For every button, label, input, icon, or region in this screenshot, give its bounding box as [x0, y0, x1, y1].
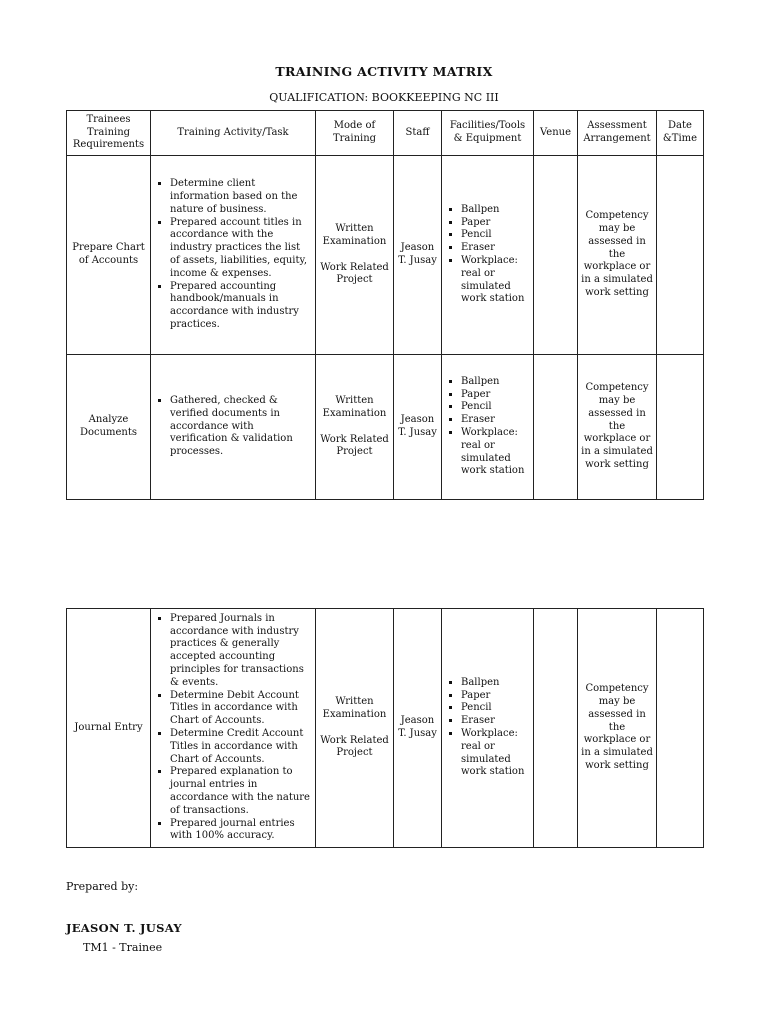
- task-item: ▪ Prepared journal entries with 100% accuracy.: [170, 818, 312, 844]
- header-mode: Mode of Training: [316, 111, 394, 156]
- staff-cell: Jeason T. Jusay: [394, 355, 442, 500]
- tasks-cell: [151, 156, 316, 355]
- header-facilities: Facilities/Tools & Equipment: [442, 111, 534, 156]
- task-item: ▪ Prepared account titles in accordance with the industry practices the list of assets, liabilities, equity, income & expenses.: [170, 217, 312, 281]
- tasks-list: [154, 613, 312, 843]
- header-staff: Staff: [394, 111, 442, 156]
- header-requirements: Trainees Training Requirements: [67, 111, 151, 156]
- assessment-cell: Competency may be assessed in the workplace or in a simulated work setting: [578, 156, 657, 355]
- staff-cell: Jeason T. Jusay: [394, 609, 442, 848]
- header-activity: Training Activity/Task: [151, 111, 316, 156]
- tool-item: ▪ Workplace: real or simulated work station: [461, 255, 530, 306]
- tool-item: ▪ Workplace: real or simulated work station: [461, 427, 530, 478]
- date-time-cell: [657, 355, 704, 500]
- preparer-role: TM1 - Trainee: [83, 941, 163, 954]
- requirement-cell: Journal Entry: [67, 609, 151, 848]
- mode-written: Written Examination: [322, 394, 387, 419]
- task-item: ▪ Prepared explanation to journal entries in accordance with the nature of transactions.: [170, 766, 312, 817]
- header-venue: Venue: [534, 111, 578, 156]
- venue-cell: [534, 609, 578, 848]
- tools-list: [445, 376, 530, 478]
- tool-item: ▪ Workplace: real or simulated work station: [461, 728, 530, 779]
- task-item: ▪ Determine client information based on the nature of business.: [170, 178, 312, 216]
- date-time-cell: [657, 156, 704, 355]
- task-item: ▪ Determine Debit Account Titles in accordance with Chart of Accounts.: [170, 690, 312, 728]
- preparer-name: JEASON T. JUSAY: [66, 921, 182, 935]
- tool-item: ▪ Paper: [461, 389, 530, 402]
- table-row: [67, 355, 704, 500]
- tool-item: ▪ Paper: [461, 690, 530, 703]
- mode-project: Work Related Project: [320, 433, 389, 458]
- tool-item: ▪ Paper: [461, 217, 530, 230]
- task-item: ▪ Gathered, checked & verified documents in accordance with verification & validation processes.: [170, 395, 312, 459]
- assessment-cell: Competency may be assessed in the workplace or in a simulated work setting: [578, 355, 657, 500]
- tools-cell: [442, 156, 534, 355]
- task-item: ▪ Prepared Journals in accordance with industry practices & generally accepted accounting principles for transactions & events.: [170, 613, 312, 690]
- tool-item: ▪ Ballpen: [461, 677, 530, 690]
- header-date-time: Date &Time: [657, 111, 704, 156]
- tool-item: ▪ Eraser: [461, 715, 530, 728]
- tool-item: ▪ Ballpen: [461, 376, 530, 389]
- task-item: ▪ Prepared accounting handbook/manuals in accordance with industry practices.: [170, 281, 312, 332]
- document-title: TRAINING ACTIVITY MATRIX: [275, 64, 493, 79]
- assessment-cell: Competency may be assessed in the workplace or in a simulated work setting: [578, 609, 657, 848]
- tasks-list: [154, 178, 312, 332]
- table-row: [67, 609, 704, 848]
- tool-item: ▪ Pencil: [461, 229, 530, 242]
- venue-cell: [534, 355, 578, 500]
- header-assessment: Assessment Arrangement: [578, 111, 657, 156]
- mode-cell: [316, 355, 394, 500]
- date-time-cell: [657, 609, 704, 848]
- mode-written: Written Examination: [322, 695, 387, 720]
- requirement-cell: Analyze Documents: [67, 355, 151, 500]
- tool-item: ▪ Pencil: [461, 702, 530, 715]
- prepared-by-label: Prepared by:: [66, 880, 139, 893]
- tool-item: ▪ Eraser: [461, 414, 530, 427]
- mode-cell: [316, 156, 394, 355]
- mode-written: Written Examination: [322, 222, 387, 247]
- tools-cell: [442, 609, 534, 848]
- qualification-subtitle: QUALIFICATION: BOOKKEEPING NC III: [269, 91, 499, 104]
- training-matrix-table-continued: [66, 608, 704, 848]
- requirement-cell: Prepare Chart of Accounts: [67, 156, 151, 355]
- task-item: ▪ Determine Credit Account Titles in accordance with Chart of Accounts.: [170, 728, 312, 766]
- table-row: [67, 156, 704, 355]
- table-header-row: [67, 111, 704, 156]
- tool-item: ▪ Pencil: [461, 401, 530, 414]
- mode-project: Work Related Project: [320, 734, 389, 759]
- tasks-cell: [151, 355, 316, 500]
- staff-cell: Jeason T. Jusay: [394, 156, 442, 355]
- mode-project: Work Related Project: [320, 261, 389, 286]
- training-matrix-table: [66, 110, 704, 500]
- tools-list: [445, 204, 530, 306]
- mode-cell: [316, 609, 394, 848]
- tools-cell: [442, 355, 534, 500]
- tasks-cell: [151, 609, 316, 848]
- venue-cell: [534, 156, 578, 355]
- tool-item: ▪ Eraser: [461, 242, 530, 255]
- tasks-list: [154, 395, 312, 459]
- tools-list: [445, 677, 530, 779]
- tool-item: ▪ Ballpen: [461, 204, 530, 217]
